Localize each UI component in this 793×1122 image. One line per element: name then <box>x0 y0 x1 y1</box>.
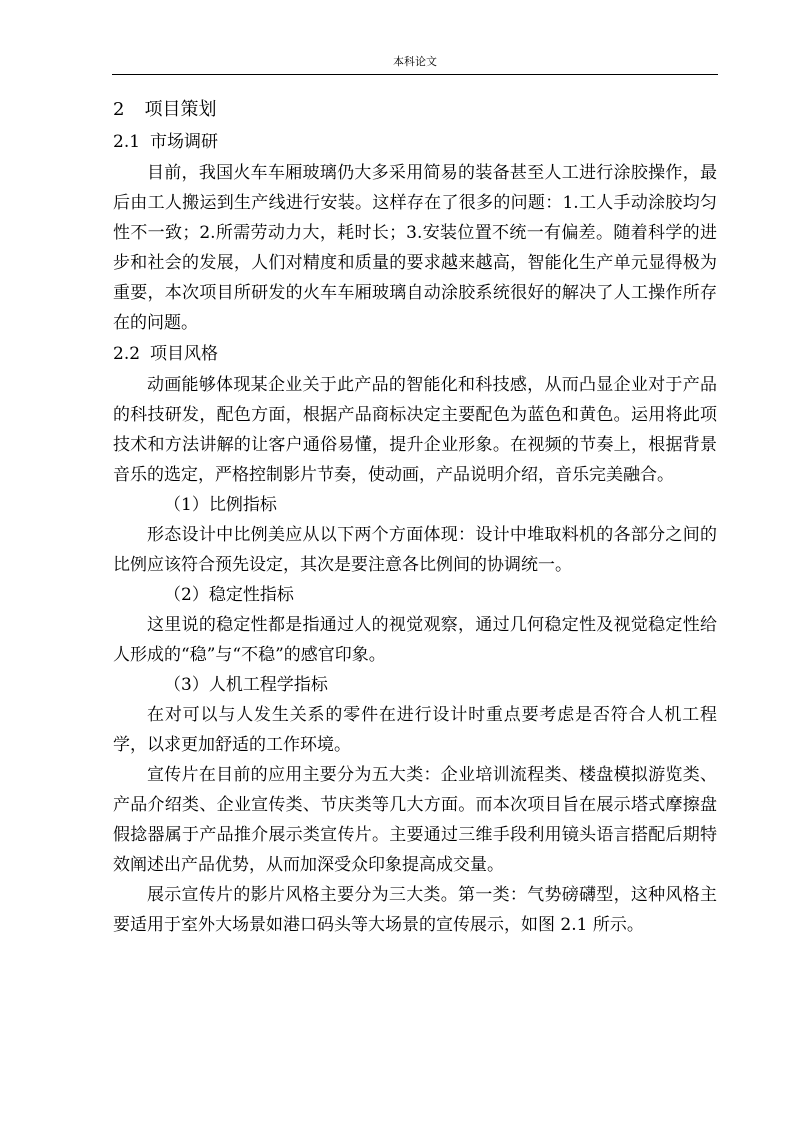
section-number: 2 <box>113 99 125 120</box>
paragraph-film-styles: 展示宣传片的影片风格主要分为三大类。第一类：气势磅礴型，这种风格主要适用于室外大场景如港口码头等大场景的宣传展示，如图 2.1 所示。 <box>113 885 717 935</box>
subsection-heading-2-2 <box>113 338 717 370</box>
item-heading-ergonomics: （3）人机工程学指标 <box>164 675 328 695</box>
document-body <box>113 94 717 940</box>
paragraph-style-intro: 动画能够体现某企业关于此产品的智能化和科技感，从而凸显企业对于产品的科技研发，配色方面，根据产品商标决定主要配色为蓝色和黄色。运用将此项技术和方法讲解的让客户通俗易懂，提升企业形象。在视频的节奏上，根据背景音乐的选定，严格控制影片节奏，使动画，产品说明介绍，音乐完美融合。 <box>113 375 717 485</box>
section-title: 项目策划 <box>144 99 217 120</box>
item-text-ratio: 形态设计中比例美应从以下两个方面体现：设计中堆取料机的各部分之间的比例应该符合预先设定，其次是要注意各比例间的协调统一。 <box>113 525 717 575</box>
item-heading-ratio: （1）比例指标 <box>164 495 277 515</box>
subsection-title: 项目风格 <box>150 344 219 364</box>
header-title: 本科论文 <box>393 55 437 68</box>
subsection-heading-2-1 <box>113 126 717 158</box>
item-heading-stability: （2）稳定性指标 <box>164 585 294 605</box>
paragraph-promo-categories: 宣传片在目前的应用主要分为五大类：企业培训流程类、楼盘模拟游览类、产品介绍类、企业宣传类、节庆类等几大方面。而本次项目旨在展示塔式摩擦盘假捻器属于产品推介展示类宣传片。主要通过三维手段利用镜头语言搭配后期特效阐述出产品优势，从而加深受众印象提高成交量。 <box>113 765 717 875</box>
page-header <box>112 52 718 75</box>
paragraph-market-research: 目前，我国火车车厢玻璃仍大多采用简易的装备甚至人工进行涂胶操作，最后由工人搬运到生产线进行安装。这样存在了很多的问题：1.工人手动涂胶均匀性不一致；2.所需劳动力大，耗时长；3.安装位置不统一有偏差。随着科学的进步和社会的发展，人们对精度和质量的要求越来越高，智能化生产单元显得极为重要，本次项目所研发的火车车厢玻璃自动涂胶系统很好的解决了人工操作所存在的问题。 <box>113 163 717 333</box>
subsection-title: 市场调研 <box>150 132 219 152</box>
item-text-stability: 这里说的稳定性都是指通过人的视觉观察，通过几何稳定性及视觉稳定性给人形成的“稳”与“不稳”的感官印象。 <box>113 615 717 665</box>
section-heading <box>113 94 717 126</box>
subsection-number: 2.1 <box>113 132 141 152</box>
subsection-number: 2.2 <box>113 344 141 364</box>
item-text-ergonomics: 在对可以与人发生关系的零件在进行设计时重点要考虑是否符合人机工程学，以求更加舒适的工作环境。 <box>113 705 717 755</box>
